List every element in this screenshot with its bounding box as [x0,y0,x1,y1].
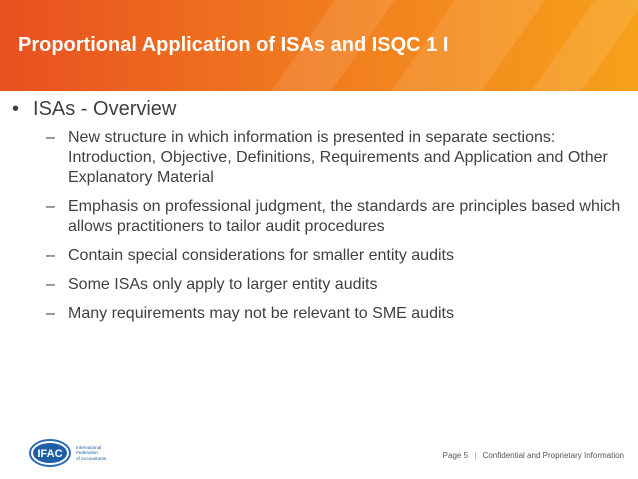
sub-bullet-item [46,304,626,324]
sub-bullet-item [46,246,626,266]
bullet-isas-overview [12,98,176,121]
sub-bullet-text: Emphasis on professional judgment, the standards are principles based which allows practitioners to tailor audit procedures [68,198,621,235]
slide-title: Proportional Application of ISAs and ISQC 1 I [18,34,449,56]
dash-symbol: – [46,247,55,264]
sub-bullet-item [46,128,626,188]
ifac-logo [28,437,116,469]
page-number: Page 5 [442,451,469,460]
confidentiality-note: Confidential and Proprietary Information [482,451,624,460]
bullet-text: ISAs - Overview [33,98,177,120]
footer-info [400,451,624,460]
sub-bullet-text: Contain special considerations for smaller entity audits [68,247,454,264]
sub-bullet-item [46,197,626,237]
bullet-symbol: • [12,98,20,120]
sub-bullet-text: Many requirements may not be relevant to SME audits [68,305,454,322]
sub-bullet-text: Some ISAs only apply to larger entity audits [68,276,378,293]
dash-symbol: – [46,198,55,215]
ifac-logo-mark [28,437,72,469]
logo-text: IFAC [37,448,63,460]
sub-bullet-text: New structure in which information is presented in separate sections: Introduction, Objective, Definitions, Requirements and Application and Other Explanatory Material [68,129,608,186]
sub-bullet-list [46,128,626,333]
footer-separator: | [474,451,477,460]
title-bar [0,0,638,91]
dash-symbol: – [46,276,55,293]
sub-bullet-item [46,275,626,295]
org-name: International Federation of Accountants [76,444,107,461]
dash-symbol: – [46,305,55,322]
dash-symbol: – [46,129,55,146]
